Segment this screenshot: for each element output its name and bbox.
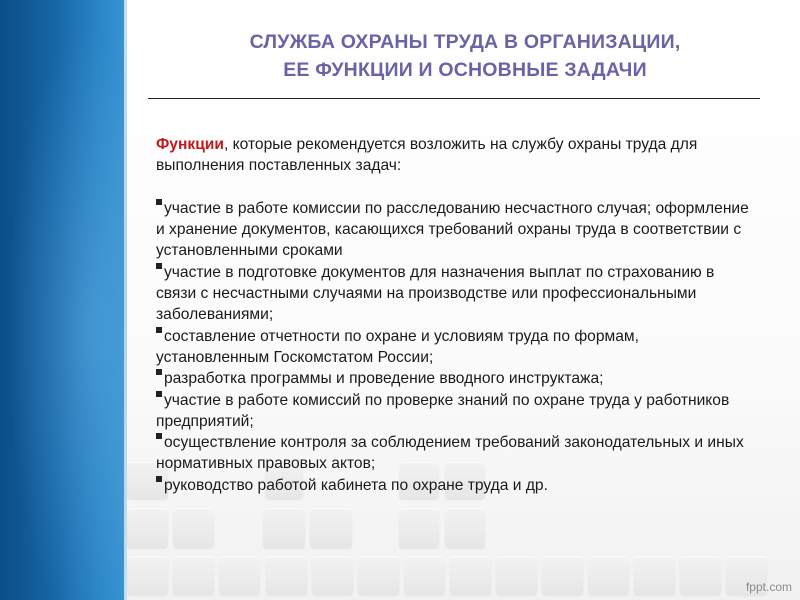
intro-keyword: Функции [156,136,224,153]
bullet-icon [156,199,162,205]
decor-tile [588,556,629,596]
decor-tile [219,556,260,596]
bullet-item [156,475,756,496]
band-edge-highlight [124,0,127,600]
bullet-icon [156,433,162,439]
bullet-text: участие в работе комиссий по проверке знаний по охране труда у работников предприятий; [156,391,730,430]
decor-tile [310,508,352,549]
bullet-item [156,432,756,475]
decor-tile [173,556,214,596]
title-divider [148,98,760,99]
bullet-icon [156,263,162,269]
decor-tile [358,556,399,596]
decor-tile [680,556,721,596]
decor-tile [450,556,491,596]
intro-paragraph [156,134,756,177]
decor-tile [542,556,583,596]
decor-tile [634,556,675,596]
bullet-icon [156,369,162,375]
decor-tile [173,508,214,549]
decor-tile [445,508,485,549]
bullet-text: участие в подготовке документов для назначения выплат по страхованию в связи с несчастными случаями на производстве или профессиональными заболеваниями; [156,263,715,324]
decor-tile [263,508,305,549]
slide-body [156,134,756,496]
decor-tile [312,556,353,596]
bullet-item [156,368,756,389]
decor-tile [404,556,445,596]
bullet-text: руководство работой кабинета по охране труда и др. [164,476,548,494]
bullet-text: разработка программы и проведение вводного инструктажа; [164,370,604,388]
decor-tile [127,556,168,596]
intro-text: , которые рекомендуется возложить на службу охраны труда для выполнения поставленных задач: [156,136,698,175]
footer-brand: fppt.com [745,580,792,594]
bullet-item [156,326,756,369]
decor-tile [496,556,537,596]
bullet-icon [156,327,162,333]
decor-tile [399,508,439,549]
bullet-item [156,262,756,326]
title-line-2: ЕЕ ФУНКЦИИ И ОСНОВНЫЕ ЗАДАЧИ [283,59,647,81]
bullet-item [156,198,756,262]
title-line-1: СЛУЖБА ОХРАНЫ ТРУДА В ОРГАНИЗАЦИИ, [249,31,681,53]
paragraph-spacer [156,177,756,198]
bullet-text: участие в работе комиссии по расследованию несчастного случая; оформление и хранение документов, касающихся требований охраны труда в соответствии с установленными сроками [156,199,749,260]
bullet-text: составление отчетности по охране и условиям труда по формам, установленным Госкомстатом России; [156,327,639,366]
decor-tile [127,508,168,549]
bullet-text: осуществление контроля за соблюдением требований законодательных и иных нормативных правовых актов; [156,434,744,473]
bullet-icon [156,476,162,482]
blue-band-glow [0,0,127,600]
bullet-icon [156,391,162,397]
bullet-item [156,390,756,433]
slide-title [150,28,780,84]
decor-tile [266,556,307,596]
